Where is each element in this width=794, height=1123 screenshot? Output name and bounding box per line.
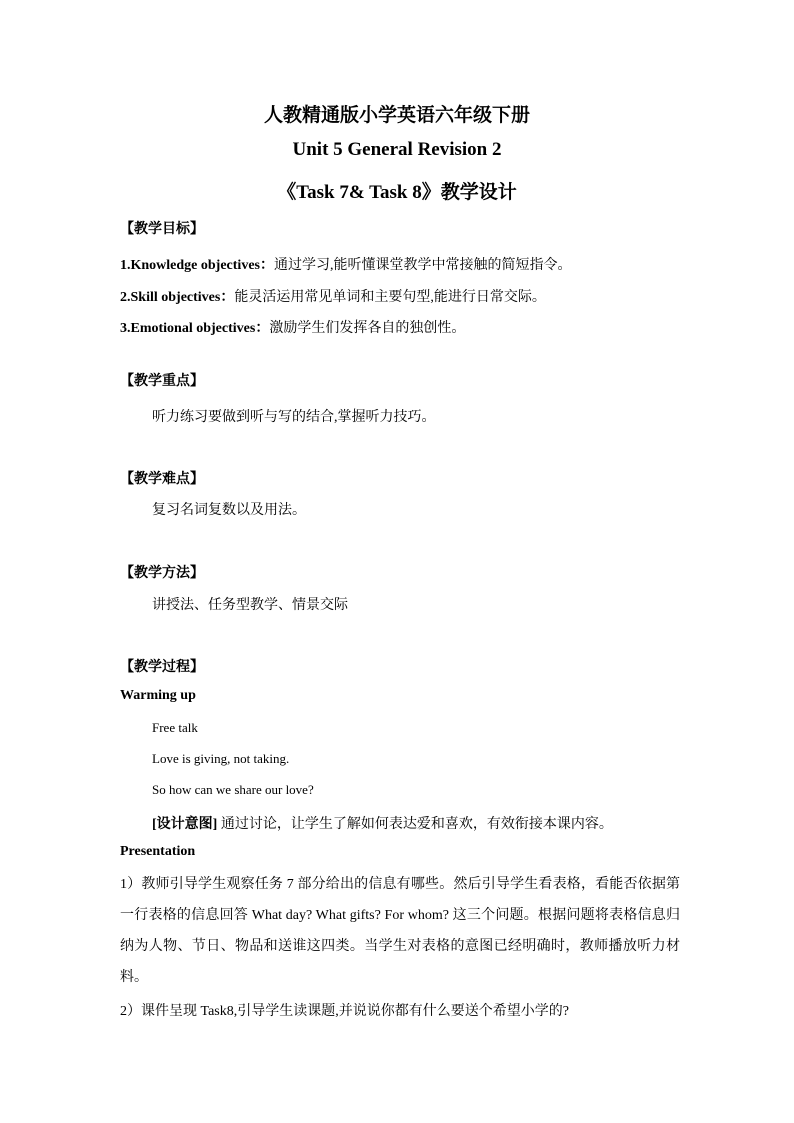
objective-label: 1.Knowledge objectives： <box>120 258 274 273</box>
presentation-step-1: 1）教师引导学生观察任务 7 部分给出的信息有哪些。然后引导学生看表格，看能否依据第一行表格的信息回答 What day? What gifts? For whom? 这三个问题。根据问题将表格信息归纳为人物、节日、物品和送谁这四类。当学生对表格的意图已经明确时，教师播放听力材料。 <box>120 877 680 985</box>
objective-item-emotional <box>120 317 465 337</box>
difficulties-text: 复习名词复数以及用法。 <box>152 503 306 518</box>
key-points-heading: 【教学重点】 <box>120 374 204 389</box>
warming-up-line: So how can we share our love? <box>152 782 314 797</box>
objective-text: 通过学习,能听懂课堂教学中常接触的简短指令。 <box>273 258 572 273</box>
presentation-step-2: 2）课件呈现 Task8,引导学生读课题,并说说你都有什么要送个希望小学的? <box>120 1004 569 1019</box>
objectives-heading: 【教学目标】 <box>120 222 204 237</box>
doc-title-unit: Unit 5 General Revision 2 <box>292 139 502 160</box>
design-intent <box>152 813 613 833</box>
presentation-heading: Presentation <box>120 844 196 859</box>
methods-text: 讲授法、任务型教学、情景交际 <box>152 598 348 613</box>
objective-text: 激励学生们发挥各自的独创性。 <box>269 321 466 336</box>
warming-up-line: Love is giving, not taking. <box>152 751 290 766</box>
methods-heading: 【教学方法】 <box>120 566 204 581</box>
objective-item-skill <box>120 286 546 306</box>
doc-title-series: 人教精通版小学英语六年级下册 <box>263 105 530 126</box>
objective-label: 3.Emotional objectives： <box>120 321 270 336</box>
key-points-text: 听力练习要做到听与写的结合,掌握听力技巧。 <box>152 410 436 425</box>
objective-label: 2.Skill objectives： <box>120 290 235 305</box>
design-intent-label: [设计意图] <box>152 817 218 832</box>
doc-title-lesson: 《Task 7& Task 8》教学设计 <box>277 182 517 203</box>
design-intent-text: 通过讨论，让学生了解如何表达爱和喜欢，有效衔接本课内容。 <box>217 817 613 832</box>
warming-up-heading: Warming up <box>120 688 196 703</box>
objective-item-knowledge <box>120 254 571 274</box>
process-heading: 【教学过程】 <box>120 660 204 675</box>
difficulties-heading: 【教学难点】 <box>120 472 204 487</box>
warming-up-line: Free talk <box>152 720 198 735</box>
objective-text: 能灵活运用常见单词和主要句型,能进行日常交际。 <box>234 290 546 305</box>
